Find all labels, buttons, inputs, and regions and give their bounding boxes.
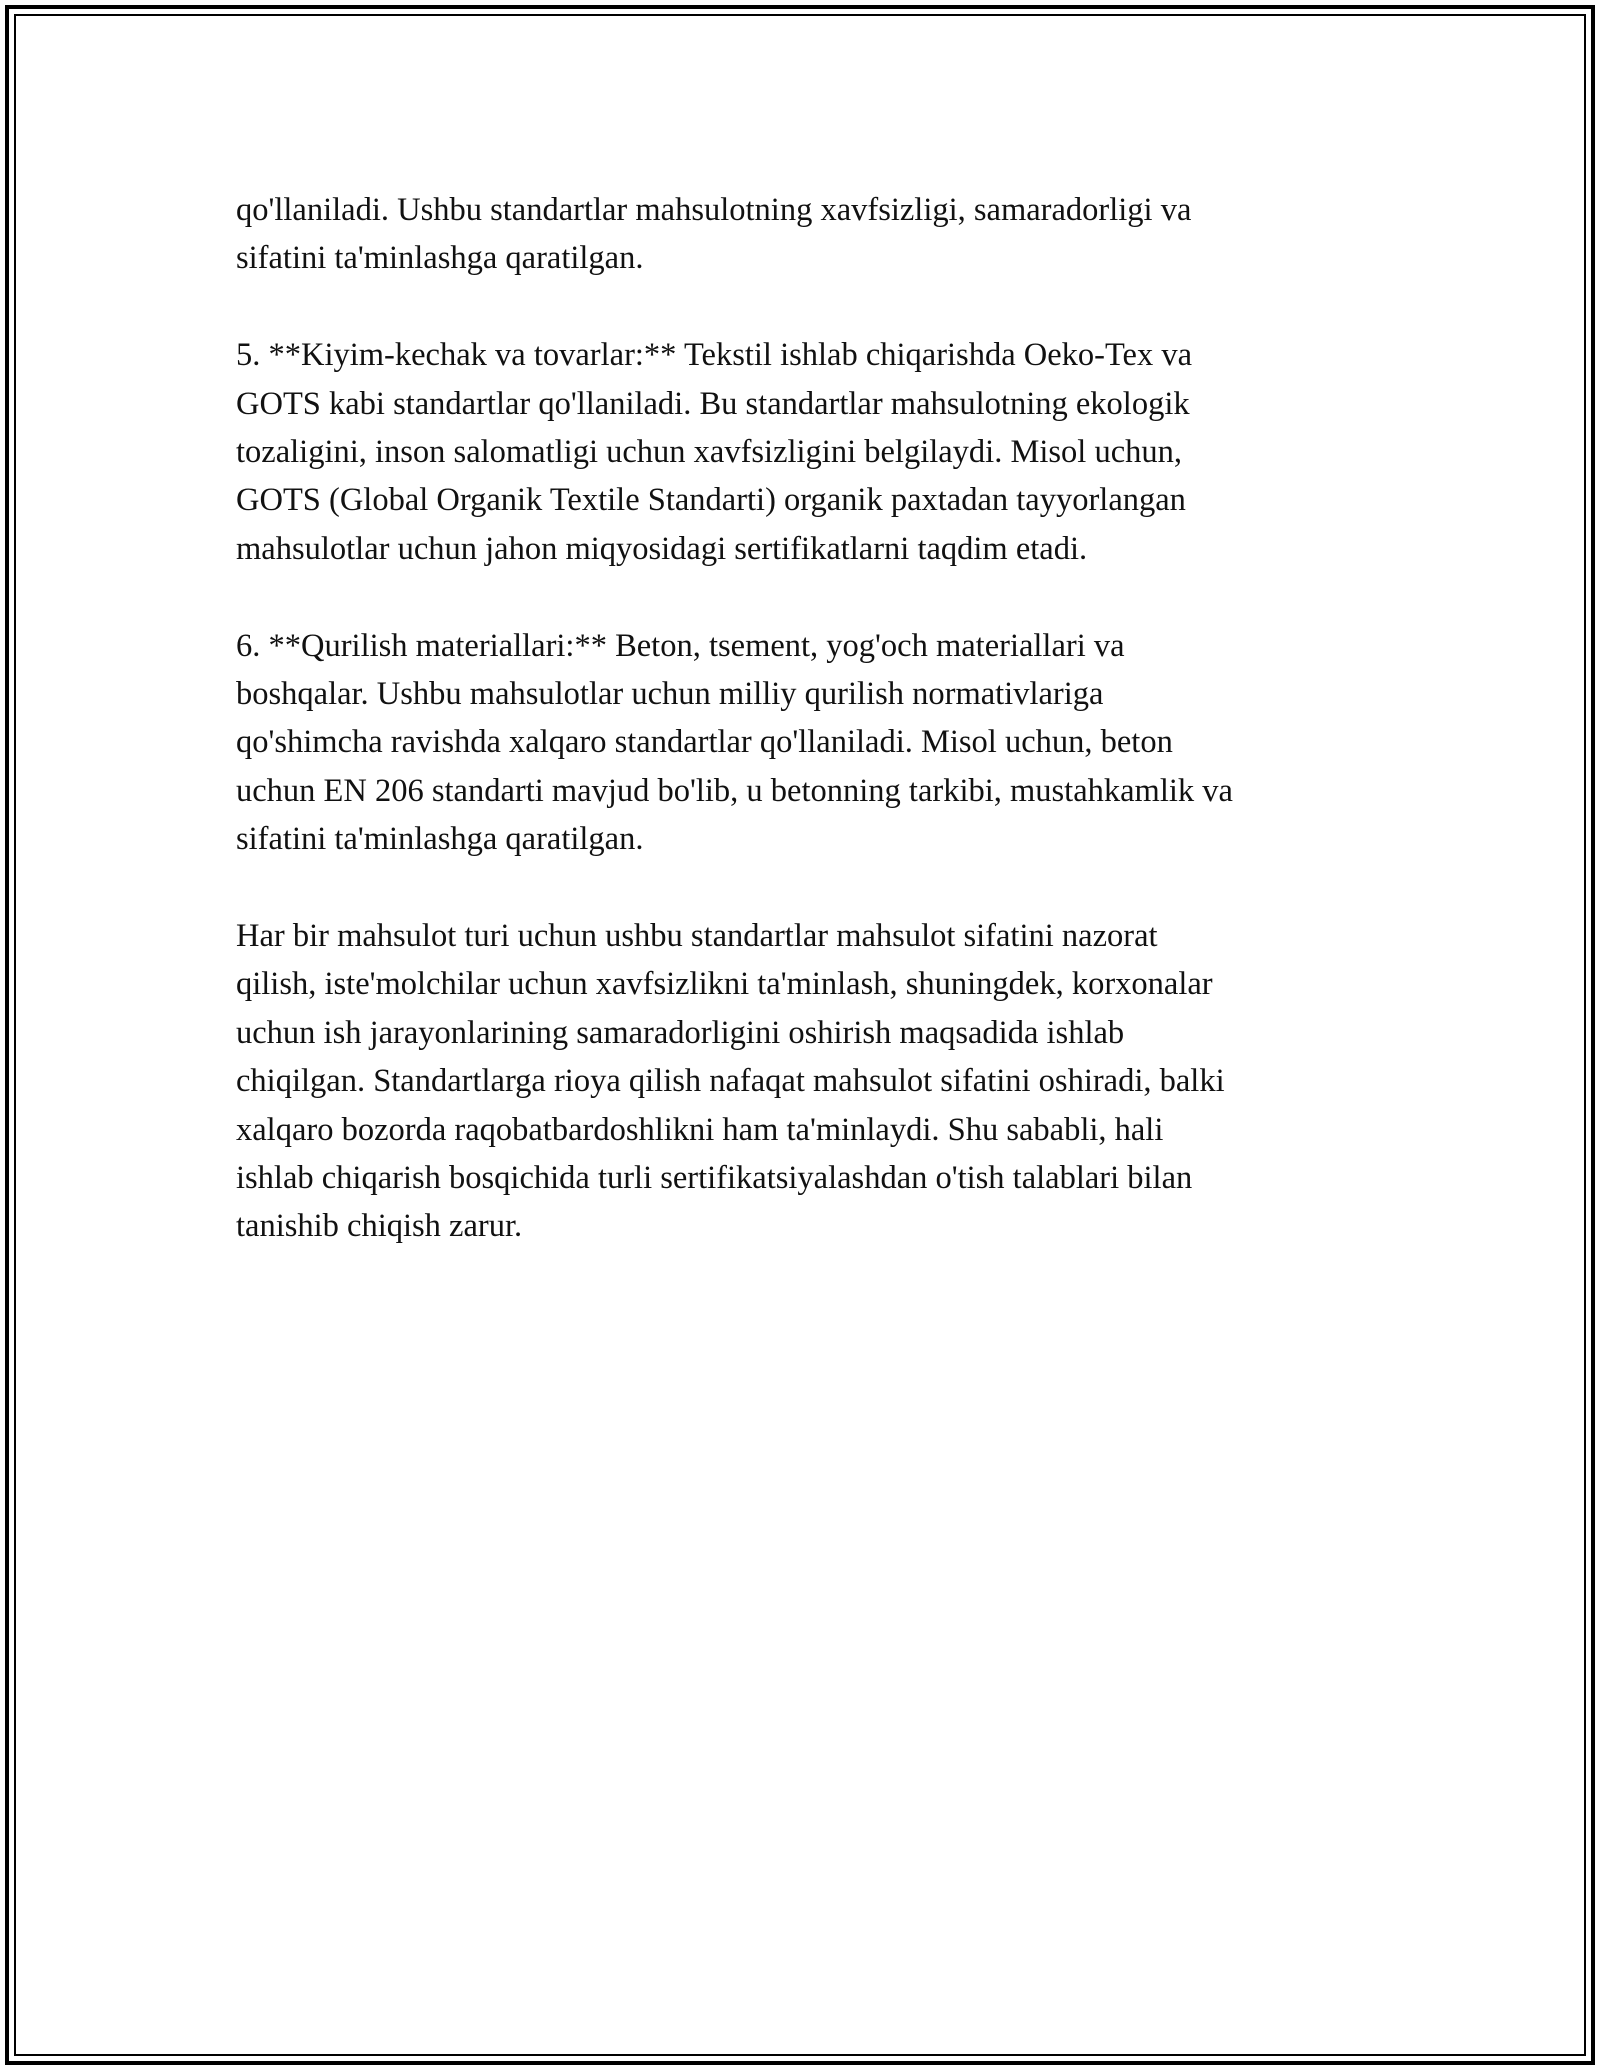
paragraph-continuation — [236, 186, 1376, 283]
text-line: tanishib chiqish zarur. — [236, 1208, 523, 1245]
text-line: 5. **Kiyim-kechak va tovarlar:** Tekstil ishlab chiqarishda Oeko-Tex va — [236, 337, 1193, 374]
text-line: uchun ish jarayonlarining samaradorligini oshirish maqsadida ishlab — [236, 1014, 1125, 1051]
text-line: sifatini ta'minlashga qaratilgan. — [236, 821, 644, 858]
paragraph-item-6 — [236, 622, 1376, 864]
text-line: 6. **Qurilish materiallari:** Beton, tsement, yog'och materiallari va — [236, 627, 1125, 664]
text-line: ishlab chiqarish bosqichida turli sertifikatsiyalashdan o'tish talablari bilan — [236, 1160, 1193, 1197]
text-line: qilish, iste'molchilar uchun xavfsizlikni ta'minlash, shuningdek, korxonalar — [236, 966, 1213, 1003]
text-line: Har bir mahsulot turi uchun ushbu standartlar mahsulot sifatini nazorat — [236, 918, 1158, 955]
document-body — [236, 186, 1376, 1251]
text-line: GOTS kabi standartlar qo'llaniladi. Bu standartlar mahsulotning ekologik — [236, 385, 1190, 422]
paragraph-item-5 — [236, 331, 1376, 573]
text-line: boshqalar. Ushbu mahsulotlar uchun milliy qurilish normativlariga — [236, 676, 1104, 713]
text-line: qo'llaniladi. Ushbu standartlar mahsulotning xavfsizligi, samaradorligi va — [236, 192, 1192, 228]
paragraph-conclusion — [236, 912, 1376, 1251]
text-line: sifatini ta'minlashga qaratilgan. — [236, 240, 644, 277]
text-line: xalqaro bozorda raqobatbardoshlikni ham ta'minlaydi. Shu sababli, hali — [236, 1111, 1164, 1148]
text-line: mahsulotlar uchun jahon miqyosidagi sertifikatlarni taqdim etadi. — [236, 530, 1088, 567]
text-line: chiqilgan. Standartlarga rioya qilish nafaqat mahsulot sifatini oshiradi, balki — [236, 1063, 1225, 1100]
text-line: tozaligini, inson salomatligi uchun xavfsizligini belgilaydi. Misol uchun, — [236, 434, 1182, 471]
text-line: uchun EN 206 standarti mavjud bo'lib, u betonning tarkibi, mustahkamlik va — [236, 772, 1233, 809]
text-line: qo'shimcha ravishda xalqaro standartlar qo'llaniladi. Misol uchun, beton — [236, 724, 1173, 761]
text-line: GOTS (Global Organik Textile Standarti) organik paxtadan tayyorlangan — [236, 482, 1186, 519]
